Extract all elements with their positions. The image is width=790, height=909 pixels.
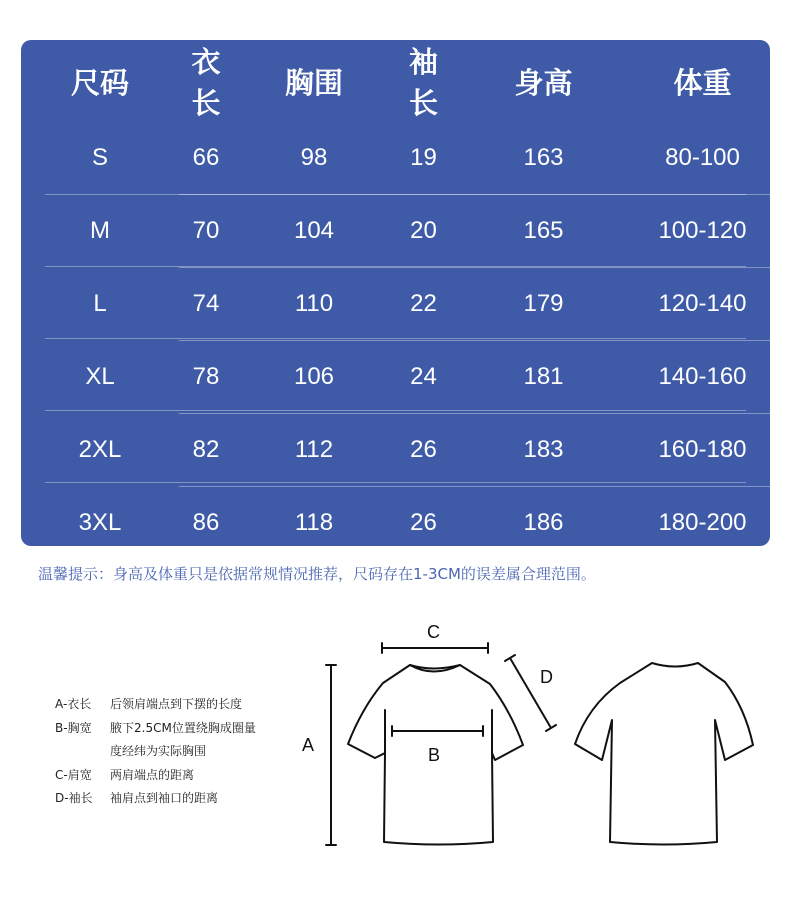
label-c: C xyxy=(427,622,440,642)
table-cell: 78 xyxy=(179,341,233,414)
table-cell: 160-180 xyxy=(635,414,770,487)
table-cell: 186 xyxy=(452,487,635,560)
measure-a-line xyxy=(326,665,336,845)
table-cell: 104 xyxy=(233,195,395,268)
back-tshirt-outline xyxy=(575,663,753,845)
table-cell: 26 xyxy=(395,487,452,560)
legend-item xyxy=(55,717,256,741)
header-weight: 体重 xyxy=(673,65,732,100)
table-cell: 120-140 xyxy=(635,268,770,341)
legend-key: D-袖长 xyxy=(55,791,93,805)
header-sleeve: 袖长 xyxy=(408,45,438,120)
table-row xyxy=(21,268,770,341)
header-size: 尺码 xyxy=(70,65,129,100)
table-cell: 66 xyxy=(192,144,220,171)
row-divider xyxy=(45,194,746,195)
legend-desc: 后领肩端点到下摆的长度 xyxy=(110,697,243,711)
table-row xyxy=(21,487,770,560)
tshirt-svg xyxy=(290,610,770,860)
table-cell: 70 xyxy=(179,195,233,268)
table-cell: 20 xyxy=(395,195,452,268)
size-tip: 温馨提示：身高及体重只是依据常规情况推荐，尺码存在1-3CM的误差属合理范围。 xyxy=(38,565,596,583)
header-height: 身高 xyxy=(514,65,573,100)
table-cell: 106 xyxy=(233,341,395,414)
row-divider xyxy=(45,482,746,483)
table-cell: 80-100 xyxy=(665,144,740,171)
table-cell: 86 xyxy=(179,487,233,560)
legend-desc: 腋下2.5CM位置绕胸成圈量 xyxy=(110,720,256,735)
legend-key: C-肩宽 xyxy=(55,767,92,782)
legend-item xyxy=(55,693,256,717)
tshirt-diagram xyxy=(290,610,770,864)
label-b: B xyxy=(428,745,441,765)
legend-key: B-胸宽 xyxy=(55,720,92,735)
legend-item xyxy=(55,787,256,811)
table-cell: 24 xyxy=(395,341,452,414)
table-cell: 74 xyxy=(179,268,233,341)
legend-desc: 两肩端点的距离 xyxy=(110,767,195,782)
table-cell: 3XL xyxy=(78,509,122,536)
table-cell: 100-120 xyxy=(635,195,770,268)
table-row xyxy=(21,195,770,268)
row-divider xyxy=(45,266,746,267)
table-cell: 110 xyxy=(233,268,395,341)
measure-c-line xyxy=(382,643,488,653)
label-a: A xyxy=(302,735,315,755)
table-cell: 179 xyxy=(452,268,635,341)
header-chest: 胸围 xyxy=(284,65,343,100)
measurement-legend xyxy=(55,693,256,811)
legend-item xyxy=(55,764,256,788)
legend-key xyxy=(55,740,110,764)
table-cell: 26 xyxy=(395,414,452,487)
table-cell: XL xyxy=(85,363,115,390)
table-cell: 163 xyxy=(523,144,564,171)
table-cell: 140-160 xyxy=(635,341,770,414)
legend-desc: 袖肩点到袖口的距离 xyxy=(110,791,219,805)
row-divider xyxy=(45,338,746,339)
row-divider xyxy=(45,410,746,411)
table-cell: 82 xyxy=(179,414,233,487)
legend-desc: 度经纬为实际胸围 xyxy=(110,744,207,758)
table-row xyxy=(21,341,770,414)
table-cell: 19 xyxy=(410,144,437,171)
table-cell: M xyxy=(90,217,110,244)
table-cell: 181 xyxy=(452,341,635,414)
table-cell: 112 xyxy=(233,414,395,487)
header-length: 衣长 xyxy=(191,45,221,120)
table-cell: 180-200 xyxy=(635,487,770,560)
table-cell: 22 xyxy=(395,268,452,341)
table-row xyxy=(21,122,770,195)
table-cell: L xyxy=(93,290,107,317)
label-d: D xyxy=(540,667,553,687)
measure-b-line xyxy=(392,726,483,736)
legend-item xyxy=(55,740,256,764)
table-cell: 98 xyxy=(300,144,328,171)
table-cell: S xyxy=(91,144,108,171)
table-cell: 165 xyxy=(452,195,635,268)
table-row xyxy=(21,414,770,487)
table-cell: 2XL xyxy=(78,436,122,463)
table-header-row xyxy=(21,40,770,122)
legend-key: A-衣长 xyxy=(55,697,92,711)
table-cell: 118 xyxy=(233,487,395,560)
table-cell: 183 xyxy=(452,414,635,487)
size-chart-panel xyxy=(21,40,770,546)
